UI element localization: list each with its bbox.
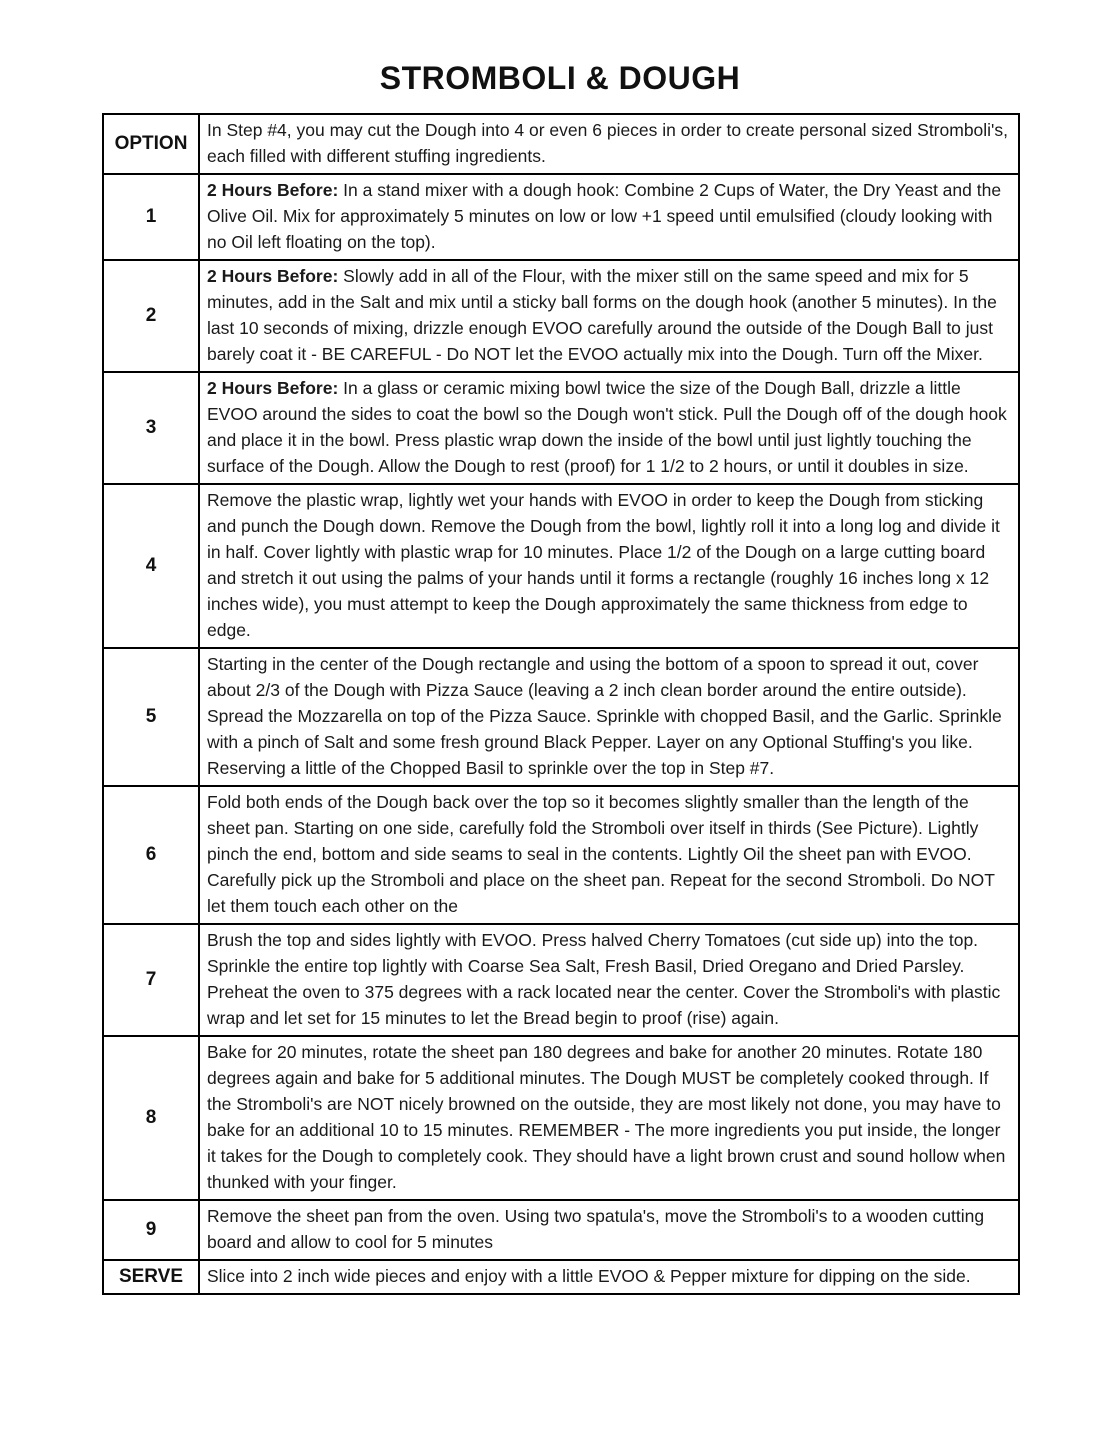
recipe-table (102, 113, 1020, 1295)
instruction-text: Remove the plastic wrap, lightly wet your hands with EVOO in order to keep the Dough from sticking and punch the Dough down. Remove the Dough from the bowl, lightly roll it into a long log and divide it in half. Cover lightly with plastic wrap for 10 minutes. Place 1/2 of the Dough on a large cutting board and stretch it out using the palms of your hands until it forms a rectangle (roughly 16 inches long x 12 inches wide), you must attempt to keep the Dough approximately the same thickness from edge to edge. (207, 490, 1000, 640)
instruction-text: Fold both ends of the Dough back over the top so it becomes slightly smaller than the length of the sheet pan. Starting on one side, carefully fold the Stromboli over itself in thirds (See Picture). Lightly pinch the end, bottom and side seams to seal in the contents. Lightly Oil the sheet pan with EVOO. Carefully pick up the Stromboli and place on the sheet pan. Repeat for the second Stromboli. Do NOT let them touch each other on the (207, 792, 995, 916)
step-instructions (200, 1201, 1018, 1259)
table-row-step-9 (104, 1201, 1018, 1261)
table-row-step-2 (104, 261, 1018, 373)
step-label: SERVE (104, 1261, 200, 1293)
instruction-text: Starting in the center of the Dough rectangle and using the bottom of a spoon to spread it out, cover about 2/3 of the Dough with Pizza Sauce (leaving a 2 inch clean border around the entire outside). Spread the Mozzarella on top of the Pizza Sauce. Sprinkle with chopped Basil, and the Garlic. Sprinkle with a pinch of Salt and some fresh ground Black Pepper. Layer on any Optional Stuffing's you like. Reserving a little of the Chopped Basil to sprinkle over the top in Step #7. (207, 654, 1002, 778)
step-label: 2 (104, 261, 200, 371)
step-instructions (200, 649, 1018, 785)
step-label: OPTION (104, 115, 200, 173)
bold-prefix: 2 Hours Before: (207, 266, 339, 286)
page-title: STROMBOLI & DOUGH (379, 60, 741, 96)
table-row-step-3 (104, 373, 1018, 485)
instruction-text: Bake for 20 minutes, rotate the sheet pan 180 degrees and bake for another 20 minutes. Rotate 180 degrees again and bake for 5 additional minutes. The Dough MUST be completely cooked through. If the Stromboli's are NOT nicely browned on the outside, they are most likely not done, you may have to bake for an additional 10 to 15 minutes. REMEMBER - The more ingredients you put inside, the longer it takes for the Dough to completely cook. They should have a light brown crust and sound hollow when thunked with your finger. (207, 1042, 1006, 1192)
step-instructions (200, 175, 1018, 259)
table-row-step-8 (104, 1037, 1018, 1201)
step-label: 6 (104, 787, 200, 923)
table-row-step-7 (104, 925, 1018, 1037)
step-instructions (200, 1037, 1018, 1199)
step-instructions (200, 485, 1018, 647)
table-row-option (104, 115, 1018, 175)
instruction-text: Brush the top and sides lightly with EVOO. Press halved Cherry Tomatoes (cut side up) into the top. Sprinkle the entire top lightly with Coarse Sea Salt, Fresh Basil, Dried Oregano and Dried Parsley. Preheat the oven to 375 degrees with a rack located near the center. Cover the Stromboli's with plastic wrap and let set for 15 minutes to let the Bread begin to proof (rise) again. (207, 930, 1001, 1028)
step-label: 5 (104, 649, 200, 785)
table-row-serve (104, 1261, 1018, 1293)
instruction-text: Slice into 2 inch wide pieces and enjoy with a little EVOO & Pepper mixture for dipping on the side. (207, 1266, 971, 1286)
step-instructions (200, 261, 1018, 371)
table-row-step-6 (104, 787, 1018, 925)
step-label: 7 (104, 925, 200, 1035)
table-row-step-1 (104, 175, 1018, 261)
instruction-text: Slowly add in all of the Flour, with the mixer still on the same speed and mix for 5 minutes, add in the Salt and mix until a sticky ball forms on the dough hook (another 5 minutes). In the last 10 seconds of mixing, drizzle enough EVOO carefully around the outside of the Dough Ball to just barely coat it - BE CAREFUL - Do NOT let the EVOO actually mix into the Dough. Turn off the Mixer. (207, 266, 997, 364)
step-label: 1 (104, 175, 200, 259)
bold-prefix: 2 Hours Before: (207, 378, 339, 398)
step-label: 9 (104, 1201, 200, 1259)
step-instructions (200, 115, 1018, 173)
step-instructions (200, 925, 1018, 1035)
instruction-text: In a glass or ceramic mixing bowl twice the size of the Dough Ball, drizzle a little EVOO around the sides to coat the bowl so the Dough won't stick. Pull the Dough off of the dough hook and place it in the bowl. Press plastic wrap down the inside of the bowl until just lightly touching the surface of the Dough. Allow the Dough to rest (proof) for 1 1/2 to 2 hours, or until it doubles in size. (207, 378, 1007, 476)
table-row-step-4 (104, 485, 1018, 649)
instruction-text: In a stand mixer with a dough hook: Combine 2 Cups of Water, the Dry Yeast and the Olive Oil. Mix for approximately 5 minutes on low or low +1 speed until emulsified (cloudy looking with no Oil left floating on the top). (207, 180, 1002, 252)
step-label: 4 (104, 485, 200, 647)
instruction-text: In Step #4, you may cut the Dough into 4 or even 6 pieces in order to create personal sized Stromboli's, each filled with different stuffing ingredients. (207, 120, 1009, 166)
instruction-text: Remove the sheet pan from the oven. Using two spatula's, move the Stromboli's to a wooden cutting board and allow to cool for 5 minutes (207, 1206, 985, 1252)
step-label: 3 (104, 373, 200, 483)
step-instructions (200, 373, 1018, 483)
table-row-step-5 (104, 649, 1018, 787)
bold-prefix: 2 Hours Before: (207, 180, 339, 200)
step-instructions (200, 1261, 1018, 1293)
step-instructions (200, 787, 1018, 923)
step-label: 8 (104, 1037, 200, 1199)
